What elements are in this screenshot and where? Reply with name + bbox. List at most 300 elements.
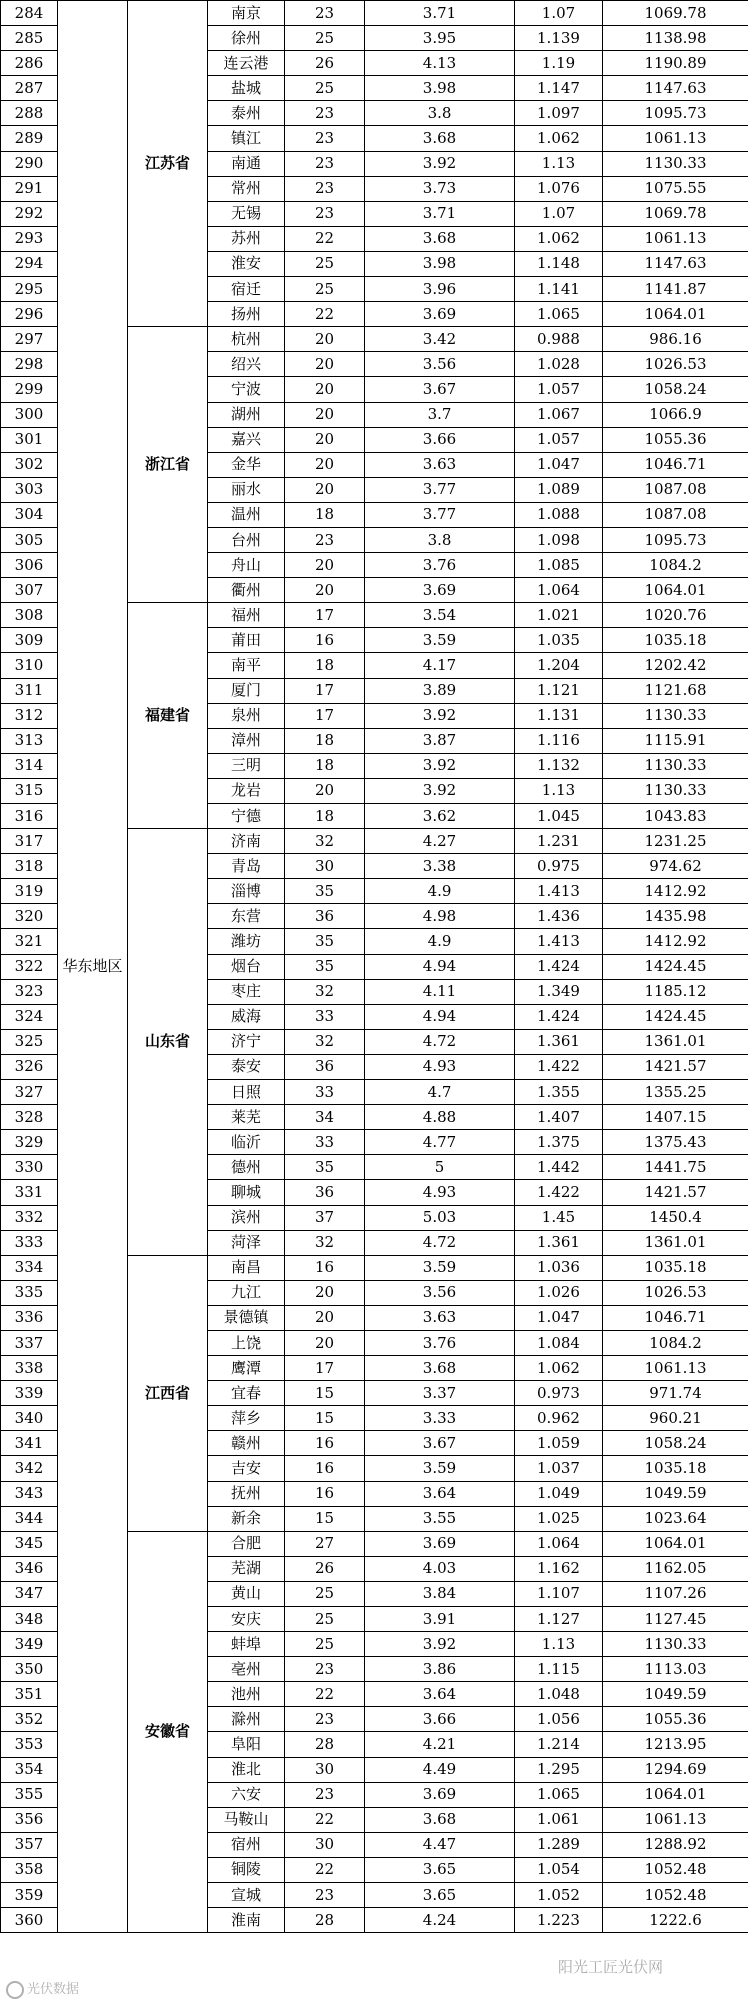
city-name-cell: 泉州 <box>208 703 285 728</box>
value-c-cell: 1.148 <box>515 251 603 276</box>
row-index-cell: 339 <box>1 1381 58 1406</box>
value-c-cell: 0.973 <box>515 1381 603 1406</box>
value-c-cell: 1.147 <box>515 76 603 101</box>
row-index-cell: 319 <box>1 879 58 904</box>
value-a-cell: 33 <box>285 1004 365 1029</box>
value-b-cell: 4.13 <box>365 51 515 76</box>
value-d-cell: 1222.6 <box>603 1908 748 1933</box>
city-name-cell: 舟山 <box>208 553 285 578</box>
value-b-cell: 3.73 <box>365 176 515 201</box>
value-c-cell: 1.422 <box>515 1054 603 1079</box>
value-a-cell: 15 <box>285 1506 365 1531</box>
row-index-cell: 333 <box>1 1230 58 1255</box>
city-name-cell: 上饶 <box>208 1330 285 1355</box>
value-d-cell: 1049.59 <box>603 1481 748 1506</box>
city-name-cell: 连云港 <box>208 51 285 76</box>
value-a-cell: 20 <box>285 427 365 452</box>
city-name-cell: 扬州 <box>208 302 285 327</box>
value-b-cell: 3.68 <box>365 1807 515 1832</box>
value-a-cell: 17 <box>285 678 365 703</box>
value-d-cell: 971.74 <box>603 1381 748 1406</box>
city-name-cell: 南通 <box>208 151 285 176</box>
value-a-cell: 26 <box>285 1556 365 1581</box>
value-b-cell: 3.77 <box>365 502 515 527</box>
value-a-cell: 23 <box>285 527 365 552</box>
value-c-cell: 1.442 <box>515 1155 603 1180</box>
row-index-cell: 306 <box>1 553 58 578</box>
value-b-cell: 3.8 <box>365 527 515 552</box>
value-a-cell: 36 <box>285 1180 365 1205</box>
row-index-cell: 343 <box>1 1481 58 1506</box>
city-name-cell: 赣州 <box>208 1431 285 1456</box>
city-name-cell: 阜阳 <box>208 1732 285 1757</box>
city-name-cell: 宿迁 <box>208 277 285 302</box>
row-index-cell: 303 <box>1 477 58 502</box>
value-b-cell: 3.84 <box>365 1581 515 1606</box>
row-index-cell: 323 <box>1 979 58 1004</box>
value-b-cell: 3.69 <box>365 578 515 603</box>
value-d-cell: 1043.83 <box>603 804 748 829</box>
value-d-cell: 1023.64 <box>603 1506 748 1531</box>
value-c-cell: 1.115 <box>515 1657 603 1682</box>
value-b-cell: 3.64 <box>365 1682 515 1707</box>
city-name-cell: 滁州 <box>208 1707 285 1732</box>
row-index-cell: 310 <box>1 653 58 678</box>
city-name-cell: 菏泽 <box>208 1230 285 1255</box>
value-d-cell: 1130.33 <box>603 151 748 176</box>
city-name-cell: 鹰潭 <box>208 1356 285 1381</box>
row-index-cell: 318 <box>1 854 58 879</box>
city-name-cell: 潍坊 <box>208 929 285 954</box>
value-b-cell: 3.69 <box>365 302 515 327</box>
value-a-cell: 20 <box>285 327 365 352</box>
value-c-cell: 1.052 <box>515 1883 603 1908</box>
wechat-logo-icon <box>6 1981 24 1999</box>
value-b-cell: 3.89 <box>365 678 515 703</box>
row-index-cell: 322 <box>1 954 58 979</box>
watermark-right <box>558 1956 663 1977</box>
value-d-cell: 1061.13 <box>603 1356 748 1381</box>
value-b-cell: 3.54 <box>365 603 515 628</box>
city-name-cell: 徐州 <box>208 26 285 51</box>
province-label: 江苏省 <box>128 1 208 327</box>
city-name-cell: 亳州 <box>208 1657 285 1682</box>
value-b-cell: 3.59 <box>365 628 515 653</box>
value-d-cell: 1450.4 <box>603 1205 748 1230</box>
value-c-cell: 1.204 <box>515 653 603 678</box>
value-b-cell: 4.72 <box>365 1230 515 1255</box>
row-index-cell: 302 <box>1 452 58 477</box>
row-index-cell: 305 <box>1 527 58 552</box>
value-c-cell: 1.407 <box>515 1105 603 1130</box>
row-index-cell: 348 <box>1 1607 58 1632</box>
row-index-cell: 308 <box>1 603 58 628</box>
value-d-cell: 1064.01 <box>603 578 748 603</box>
province-label: 浙江省 <box>128 327 208 603</box>
value-c-cell: 1.107 <box>515 1581 603 1606</box>
row-index-cell: 326 <box>1 1054 58 1079</box>
value-c-cell: 1.141 <box>515 277 603 302</box>
value-c-cell: 1.121 <box>515 678 603 703</box>
city-name-cell: 三明 <box>208 753 285 778</box>
city-name-cell: 绍兴 <box>208 352 285 377</box>
value-b-cell: 3.55 <box>365 1506 515 1531</box>
value-a-cell: 18 <box>285 753 365 778</box>
value-b-cell: 3.64 <box>365 1481 515 1506</box>
city-name-cell: 宿州 <box>208 1832 285 1857</box>
value-c-cell: 1.057 <box>515 427 603 452</box>
city-name-cell: 威海 <box>208 1004 285 1029</box>
city-name-cell: 厦门 <box>208 678 285 703</box>
city-name-cell: 衢州 <box>208 578 285 603</box>
value-b-cell: 3.67 <box>365 377 515 402</box>
row-index-cell: 346 <box>1 1556 58 1581</box>
value-d-cell: 1064.01 <box>603 1531 748 1556</box>
value-b-cell: 3.69 <box>365 1782 515 1807</box>
row-index-cell: 335 <box>1 1280 58 1305</box>
value-a-cell: 25 <box>285 1607 365 1632</box>
value-c-cell: 1.422 <box>515 1180 603 1205</box>
city-name-cell: 抚州 <box>208 1481 285 1506</box>
value-a-cell: 18 <box>285 804 365 829</box>
row-index-cell: 301 <box>1 427 58 452</box>
value-a-cell: 23 <box>285 176 365 201</box>
value-d-cell: 986.16 <box>603 327 748 352</box>
city-name-cell: 安庆 <box>208 1607 285 1632</box>
value-c-cell: 1.062 <box>515 126 603 151</box>
city-name-cell: 南平 <box>208 653 285 678</box>
value-b-cell: 3.91 <box>365 1607 515 1632</box>
value-b-cell: 3.71 <box>365 201 515 226</box>
value-a-cell: 25 <box>285 1581 365 1606</box>
value-c-cell: 0.962 <box>515 1406 603 1431</box>
row-index-cell: 291 <box>1 176 58 201</box>
value-b-cell: 3.96 <box>365 277 515 302</box>
value-d-cell: 1361.01 <box>603 1029 748 1054</box>
value-d-cell: 1084.2 <box>603 553 748 578</box>
value-a-cell: 25 <box>285 251 365 276</box>
city-name-cell: 常州 <box>208 176 285 201</box>
value-a-cell: 22 <box>285 1807 365 1832</box>
value-d-cell: 1375.43 <box>603 1130 748 1155</box>
value-c-cell: 1.062 <box>515 226 603 251</box>
value-b-cell: 4.7 <box>365 1080 515 1105</box>
value-a-cell: 23 <box>285 1 365 26</box>
table-row <box>1 1 748 26</box>
city-name-cell: 新余 <box>208 1506 285 1531</box>
value-b-cell: 4.93 <box>365 1054 515 1079</box>
value-d-cell: 1087.08 <box>603 477 748 502</box>
value-b-cell: 3.37 <box>365 1381 515 1406</box>
value-a-cell: 20 <box>285 352 365 377</box>
value-a-cell: 32 <box>285 979 365 1004</box>
row-index-cell: 315 <box>1 778 58 803</box>
city-name-cell: 九江 <box>208 1280 285 1305</box>
value-a-cell: 20 <box>285 553 365 578</box>
value-b-cell: 3.92 <box>365 753 515 778</box>
value-b-cell: 4.24 <box>365 1908 515 1933</box>
row-index-cell: 338 <box>1 1356 58 1381</box>
value-c-cell: 1.127 <box>515 1607 603 1632</box>
value-a-cell: 20 <box>285 578 365 603</box>
value-b-cell: 4.88 <box>365 1105 515 1130</box>
value-d-cell: 1026.53 <box>603 1280 748 1305</box>
value-b-cell: 4.9 <box>365 879 515 904</box>
value-a-cell: 25 <box>285 1632 365 1657</box>
row-index-cell: 311 <box>1 678 58 703</box>
city-name-cell: 蚌埠 <box>208 1632 285 1657</box>
city-name-cell: 台州 <box>208 527 285 552</box>
value-c-cell: 1.045 <box>515 804 603 829</box>
row-index-cell: 329 <box>1 1130 58 1155</box>
value-d-cell: 1026.53 <box>603 352 748 377</box>
value-a-cell: 16 <box>285 1255 365 1280</box>
row-index-cell: 359 <box>1 1883 58 1908</box>
value-b-cell: 3.66 <box>365 427 515 452</box>
city-name-cell: 宁波 <box>208 377 285 402</box>
value-a-cell: 32 <box>285 1029 365 1054</box>
value-c-cell: 1.223 <box>515 1908 603 1933</box>
value-d-cell: 1035.18 <box>603 1456 748 1481</box>
city-name-cell: 青岛 <box>208 854 285 879</box>
value-a-cell: 28 <box>285 1908 365 1933</box>
value-c-cell: 1.116 <box>515 728 603 753</box>
value-d-cell: 1130.33 <box>603 778 748 803</box>
value-b-cell: 3.66 <box>365 1707 515 1732</box>
value-d-cell: 1095.73 <box>603 527 748 552</box>
value-b-cell: 3.63 <box>365 452 515 477</box>
value-d-cell: 1412.92 <box>603 929 748 954</box>
value-c-cell: 1.089 <box>515 477 603 502</box>
city-name-cell: 福州 <box>208 603 285 628</box>
value-c-cell: 1.088 <box>515 502 603 527</box>
value-c-cell: 1.07 <box>515 1 603 26</box>
value-b-cell: 3.68 <box>365 226 515 251</box>
value-c-cell: 1.413 <box>515 879 603 904</box>
value-c-cell: 0.988 <box>515 327 603 352</box>
value-d-cell: 1231.25 <box>603 829 748 854</box>
value-d-cell: 1113.03 <box>603 1657 748 1682</box>
value-a-cell: 16 <box>285 1481 365 1506</box>
city-name-cell: 宁德 <box>208 804 285 829</box>
value-d-cell: 1162.05 <box>603 1556 748 1581</box>
value-d-cell: 1052.48 <box>603 1857 748 1882</box>
row-index-cell: 307 <box>1 578 58 603</box>
watermark-left-text: 光伏数据 <box>27 1982 80 1997</box>
row-index-cell: 349 <box>1 1632 58 1657</box>
value-a-cell: 18 <box>285 728 365 753</box>
value-a-cell: 30 <box>285 854 365 879</box>
value-b-cell: 4.98 <box>365 904 515 929</box>
row-index-cell: 295 <box>1 277 58 302</box>
value-a-cell: 22 <box>285 1682 365 1707</box>
value-b-cell: 4.47 <box>365 1832 515 1857</box>
row-index-cell: 331 <box>1 1180 58 1205</box>
value-d-cell: 1147.63 <box>603 76 748 101</box>
value-c-cell: 1.131 <box>515 703 603 728</box>
value-a-cell: 27 <box>285 1531 365 1556</box>
row-index-cell: 353 <box>1 1732 58 1757</box>
city-name-cell: 丽水 <box>208 477 285 502</box>
value-c-cell: 1.061 <box>515 1807 603 1832</box>
value-b-cell: 3.92 <box>365 778 515 803</box>
row-index-cell: 324 <box>1 1004 58 1029</box>
value-c-cell: 1.231 <box>515 829 603 854</box>
city-name-cell: 滨州 <box>208 1205 285 1230</box>
value-a-cell: 30 <box>285 1757 365 1782</box>
value-a-cell: 32 <box>285 1230 365 1255</box>
value-b-cell: 4.72 <box>365 1029 515 1054</box>
value-a-cell: 35 <box>285 929 365 954</box>
row-index-cell: 287 <box>1 76 58 101</box>
value-a-cell: 20 <box>285 778 365 803</box>
value-c-cell: 1.048 <box>515 1682 603 1707</box>
value-b-cell: 3.76 <box>365 553 515 578</box>
value-c-cell: 1.289 <box>515 1832 603 1857</box>
row-index-cell: 328 <box>1 1105 58 1130</box>
value-a-cell: 22 <box>285 1857 365 1882</box>
value-d-cell: 1190.89 <box>603 51 748 76</box>
row-index-cell: 300 <box>1 402 58 427</box>
value-b-cell: 3.63 <box>365 1305 515 1330</box>
value-a-cell: 35 <box>285 1155 365 1180</box>
value-b-cell: 3.87 <box>365 728 515 753</box>
city-name-cell: 铜陵 <box>208 1857 285 1882</box>
value-b-cell: 3.77 <box>365 477 515 502</box>
row-index-cell: 316 <box>1 804 58 829</box>
row-index-cell: 347 <box>1 1581 58 1606</box>
value-c-cell: 1.413 <box>515 929 603 954</box>
row-index-cell: 309 <box>1 628 58 653</box>
row-index-cell: 350 <box>1 1657 58 1682</box>
value-d-cell: 1130.33 <box>603 753 748 778</box>
value-d-cell: 1213.95 <box>603 1732 748 1757</box>
value-d-cell: 1424.45 <box>603 1004 748 1029</box>
city-name-cell: 淮南 <box>208 1908 285 1933</box>
value-c-cell: 1.361 <box>515 1230 603 1255</box>
value-d-cell: 1441.75 <box>603 1155 748 1180</box>
value-d-cell: 1075.55 <box>603 176 748 201</box>
value-b-cell: 3.65 <box>365 1883 515 1908</box>
value-c-cell: 1.162 <box>515 1556 603 1581</box>
value-a-cell: 37 <box>285 1205 365 1230</box>
value-b-cell: 3.56 <box>365 352 515 377</box>
city-name-cell: 合肥 <box>208 1531 285 1556</box>
value-d-cell: 1035.18 <box>603 628 748 653</box>
value-b-cell: 3.92 <box>365 703 515 728</box>
value-c-cell: 1.059 <box>515 1431 603 1456</box>
value-d-cell: 1046.71 <box>603 1305 748 1330</box>
city-name-cell: 芜湖 <box>208 1556 285 1581</box>
city-name-cell: 漳州 <box>208 728 285 753</box>
value-d-cell: 1412.92 <box>603 879 748 904</box>
province-label: 安徽省 <box>128 1531 208 1933</box>
value-a-cell: 33 <box>285 1130 365 1155</box>
city-name-cell: 德州 <box>208 1155 285 1180</box>
row-index-cell: 314 <box>1 753 58 778</box>
value-b-cell: 3.76 <box>365 1330 515 1355</box>
value-b-cell: 3.59 <box>365 1456 515 1481</box>
city-name-cell: 宜春 <box>208 1381 285 1406</box>
value-c-cell: 1.355 <box>515 1080 603 1105</box>
value-c-cell: 1.064 <box>515 578 603 603</box>
value-c-cell: 1.13 <box>515 151 603 176</box>
city-name-cell: 马鞍山 <box>208 1807 285 1832</box>
value-a-cell: 20 <box>285 377 365 402</box>
value-a-cell: 23 <box>285 101 365 126</box>
value-a-cell: 23 <box>285 1707 365 1732</box>
row-index-cell: 340 <box>1 1406 58 1431</box>
value-c-cell: 1.056 <box>515 1707 603 1732</box>
value-a-cell: 23 <box>285 201 365 226</box>
city-name-cell: 苏州 <box>208 226 285 251</box>
value-d-cell: 1035.18 <box>603 1255 748 1280</box>
city-name-cell: 东营 <box>208 904 285 929</box>
province-label: 江西省 <box>128 1255 208 1531</box>
value-d-cell: 1141.87 <box>603 277 748 302</box>
watermark-left <box>6 1978 79 1999</box>
value-c-cell: 1.132 <box>515 753 603 778</box>
value-d-cell: 1107.26 <box>603 1581 748 1606</box>
value-d-cell: 1435.98 <box>603 904 748 929</box>
city-name-cell: 池州 <box>208 1682 285 1707</box>
value-b-cell: 4.27 <box>365 829 515 854</box>
value-d-cell: 1058.24 <box>603 1431 748 1456</box>
value-c-cell: 1.349 <box>515 979 603 1004</box>
value-d-cell: 1130.33 <box>603 703 748 728</box>
value-c-cell: 1.07 <box>515 201 603 226</box>
value-a-cell: 23 <box>285 126 365 151</box>
row-index-cell: 334 <box>1 1255 58 1280</box>
value-d-cell: 1202.42 <box>603 653 748 678</box>
value-a-cell: 25 <box>285 26 365 51</box>
city-name-cell: 萍乡 <box>208 1406 285 1431</box>
row-index-cell: 299 <box>1 377 58 402</box>
value-d-cell: 1421.57 <box>603 1054 748 1079</box>
value-d-cell: 1407.15 <box>603 1105 748 1130</box>
value-b-cell: 4.03 <box>365 1556 515 1581</box>
value-c-cell: 1.19 <box>515 51 603 76</box>
city-name-cell: 黄山 <box>208 1581 285 1606</box>
city-name-cell: 金华 <box>208 452 285 477</box>
value-a-cell: 34 <box>285 1105 365 1130</box>
row-index-cell: 298 <box>1 352 58 377</box>
value-d-cell: 1055.36 <box>603 1707 748 1732</box>
value-b-cell: 4.77 <box>365 1130 515 1155</box>
value-d-cell: 1020.76 <box>603 603 748 628</box>
value-c-cell: 1.062 <box>515 1356 603 1381</box>
row-index-cell: 292 <box>1 201 58 226</box>
value-d-cell: 1288.92 <box>603 1832 748 1857</box>
value-a-cell: 25 <box>285 277 365 302</box>
value-d-cell: 1130.33 <box>603 1632 748 1657</box>
province-label: 福建省 <box>128 603 208 829</box>
city-name-cell: 济宁 <box>208 1029 285 1054</box>
value-a-cell: 22 <box>285 302 365 327</box>
row-index-cell: 357 <box>1 1832 58 1857</box>
value-b-cell: 3.68 <box>365 126 515 151</box>
value-b-cell: 3.69 <box>365 1531 515 1556</box>
value-d-cell: 1127.45 <box>603 1607 748 1632</box>
city-name-cell: 莆田 <box>208 628 285 653</box>
value-a-cell: 16 <box>285 628 365 653</box>
value-a-cell: 20 <box>285 452 365 477</box>
value-a-cell: 35 <box>285 879 365 904</box>
value-c-cell: 1.035 <box>515 628 603 653</box>
value-c-cell: 1.065 <box>515 1782 603 1807</box>
region-label: 华东地区 <box>58 1 128 1933</box>
value-d-cell: 1046.71 <box>603 452 748 477</box>
